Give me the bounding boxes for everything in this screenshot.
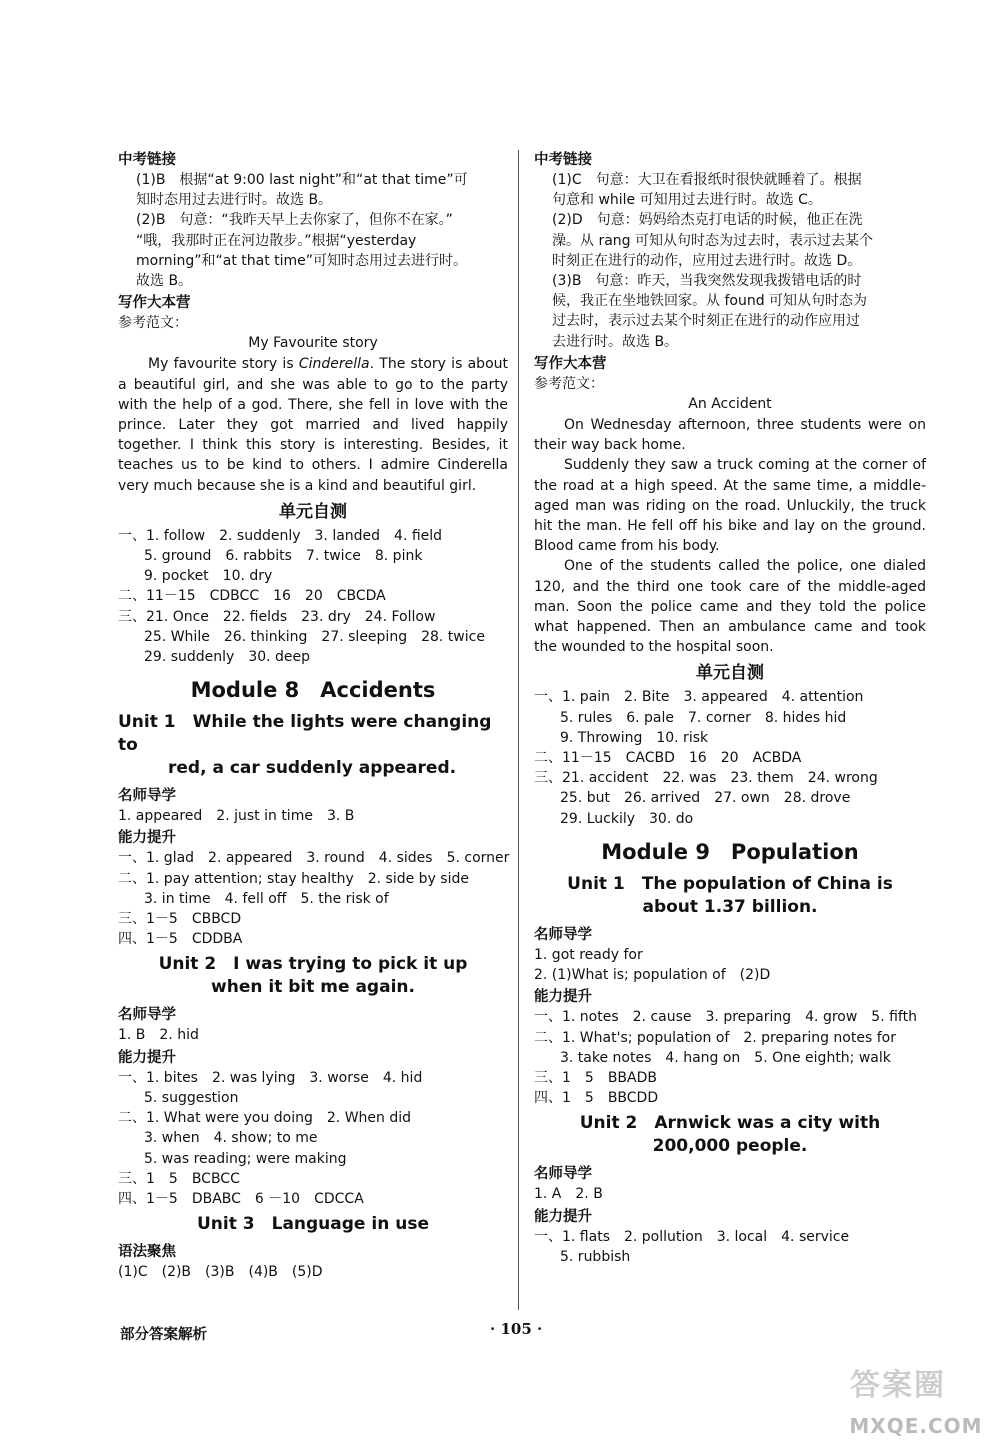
answer-line: 1. got ready for bbox=[534, 946, 643, 963]
unit-title-line: 200,000 people. bbox=[652, 1136, 808, 1157]
answer-line: 候，我正在坐地铁回家。从 found 可知从句时态为 bbox=[552, 293, 868, 310]
zhongkao-heading: 中考链接 bbox=[118, 152, 176, 168]
module-title: Module 8 Accidents bbox=[190, 678, 436, 703]
unit-test-heading: 单元自测 bbox=[279, 501, 347, 522]
answer-line: 5. was reading; were making bbox=[144, 1150, 347, 1167]
essay-text-pre: My favourite story is bbox=[148, 356, 299, 373]
answer-line: 去进行时。故选 B。 bbox=[552, 333, 679, 350]
zhongkao-heading: 中考链接 bbox=[534, 152, 592, 168]
answer-line: 一、1. follow 2. suddenly 3. landed 4. field bbox=[118, 527, 443, 544]
answer-line: 句意和 while 可知用过去进行时。故选 C。 bbox=[552, 192, 822, 209]
mingshi-heading: 名师导学 bbox=[118, 1007, 176, 1024]
unit-title-line: Unit 1 The population of China is bbox=[567, 873, 893, 894]
unit-title-line: Unit 1 While the lights were changing to bbox=[118, 712, 492, 756]
module-title: Module 9 Population bbox=[601, 839, 859, 864]
answer-line: 9. Throwing 10. risk bbox=[560, 729, 709, 746]
unit-test-heading: 单元自测 bbox=[696, 663, 764, 684]
answer-line: morning”和“at that time”可知时态用过去进行时。 bbox=[136, 252, 468, 269]
answer-line: (1)B 根据“at 9:00 last night”和“at that time”可 bbox=[136, 172, 468, 188]
answer-line: 三、1－5 CBBCD bbox=[118, 911, 242, 928]
essay-paragraph bbox=[118, 354, 508, 495]
answer-line: 5. ground 6. rabbits 7. twice 8. pink bbox=[144, 548, 423, 565]
answer-line: 澡。从 rang 可知从句时态为过去时，表示过去某个 bbox=[552, 232, 873, 249]
mingshi-heading: 名师导学 bbox=[118, 788, 176, 805]
answer-line: 9. pocket 10. dry bbox=[144, 568, 273, 585]
essay-title: My Favourite story bbox=[248, 335, 378, 352]
answer-line: 1. B 2. hid bbox=[118, 1027, 199, 1044]
essay-text-italic: Cinderella bbox=[298, 356, 370, 373]
unit-title: Unit 3 Language in use bbox=[197, 1214, 429, 1235]
nengli-heading: 能力提升 bbox=[534, 989, 592, 1006]
answer-line: 29. Luckily 30. do bbox=[560, 810, 694, 827]
answer-line: 时刻正在进行的动作，应用过去进行时。故选 D。 bbox=[552, 252, 862, 269]
mingshi-heading: 名师导学 bbox=[534, 926, 592, 943]
answer-line: 一、1. bites 2. was lying 3. worse 4. hid bbox=[118, 1069, 423, 1086]
unit-title bbox=[534, 873, 926, 919]
answer-line: 二、1. What were you doing 2. When did bbox=[118, 1110, 412, 1127]
essay-paragraph: On Wednesday afternoon, three students were on their way back home. bbox=[534, 417, 926, 454]
answer-line: 2. (1)What is; population of (2)D bbox=[534, 967, 771, 984]
watermark-text: MXQE.COM bbox=[849, 1414, 983, 1438]
sample-label: 参考范文： bbox=[118, 315, 188, 332]
watermark-glyphs: 答案圈 bbox=[850, 1368, 946, 1403]
unit-title-line: Unit 2 I was trying to pick it up bbox=[158, 954, 468, 975]
answer-line: 三、1 5 BCBCC bbox=[118, 1170, 240, 1187]
answer-line: 5. rubbish bbox=[560, 1248, 631, 1265]
answer-line: “哦，我那时正在河边散步。”根据“yesterday bbox=[136, 232, 417, 249]
nengli-heading: 能力提升 bbox=[118, 1049, 176, 1066]
yufa-heading: 语法聚焦 bbox=[118, 1244, 176, 1261]
answer-line: 二、1. What's; population of 2. preparing notes for bbox=[534, 1029, 896, 1046]
column-divider bbox=[518, 150, 519, 1310]
answer-line: 25. but 26. arrived 27. own 28. drove bbox=[560, 790, 851, 807]
unit-title-line: about 1.37 billion. bbox=[642, 896, 818, 917]
answer-line: 25. While 26. thinking 27. sleeping 28. twice bbox=[144, 628, 485, 645]
nengli-heading: 能力提升 bbox=[118, 830, 176, 847]
unit-title-line: red, a car suddenly appeared. bbox=[168, 758, 457, 779]
unit-title-line: Unit 2 Arnwick was a city with bbox=[579, 1113, 881, 1134]
answer-line: (2)B 句意：“我昨天早上去你家了，但你不在家。” bbox=[136, 212, 453, 229]
unit-title bbox=[118, 711, 508, 780]
answer-line: (1)C 句意：大卫在看报纸时很快就睡着了。根据 bbox=[552, 172, 862, 188]
answer-line: 知时态用过去进行时。故选 B。 bbox=[136, 192, 333, 209]
answer-line: 一、1. glad 2. appeared 3. round 4. sides 5. corner bbox=[118, 850, 510, 867]
nengli-heading: 能力提升 bbox=[534, 1208, 592, 1225]
essay-title: An Accident bbox=[688, 396, 772, 413]
writing-heading: 写作大本营 bbox=[534, 355, 607, 372]
answer-line: (2)D 句意：妈妈给杰克打电话的时候，他正在洗 bbox=[552, 212, 863, 229]
unit-title-line: when it bit me again. bbox=[211, 977, 415, 998]
answer-line: 二、11－15 CACBD 16 20 ACBDA bbox=[534, 750, 802, 767]
answer-line: 四、1－5 DBABC 6 －10 CDCCA bbox=[118, 1190, 364, 1207]
answer-line: (1)C (2)B (3)B (4)B (5)D bbox=[118, 1264, 323, 1281]
answer-line: 四、1 5 BBCDD bbox=[534, 1090, 659, 1107]
answer-line: (3)B 句意：昨天，当我突然发现我拨错电话的时 bbox=[552, 273, 862, 290]
writing-heading: 写作大本营 bbox=[118, 295, 191, 312]
answer-line: 过去时，表示过去某个时刻正在进行的动作应用过 bbox=[552, 313, 860, 330]
right-column bbox=[534, 148, 926, 1267]
essay-paragraph: Suddenly they saw a truck coming at the corner of the road at a high speed. At the same time, a middle-aged man was riding on the road. Unluckily, the truck hit the man. He fell off his bike and lay on the ground. Blood came from his body. bbox=[534, 457, 926, 555]
answer-line: 1. A 2. B bbox=[534, 1186, 603, 1203]
answer-line: 一、1. notes 2. cause 3. preparing 4. grow 5. fifth bbox=[534, 1009, 917, 1026]
answer-line: 29. suddenly 30. deep bbox=[144, 649, 311, 666]
answer-line: 3. when 4. show; to me bbox=[144, 1130, 318, 1147]
answer-line: 5. rules 6. pale 7. corner 8. hides hid bbox=[560, 709, 847, 726]
answer-line: 一、1. flats 2. pollution 3. local 4. service bbox=[534, 1228, 850, 1245]
unit-title bbox=[534, 1112, 926, 1158]
watermark-logo bbox=[846, 1358, 986, 1438]
essay-text-post: . The story is about a beautiful girl, and she was able to go to the party with the help of a god. There, she fell in love with the prince. Later they got married and lived happily together. I think this story is interesting. Besides, it teaches us to be kind to others. I admire Cinderella very much because she is a kind and beautiful girl. bbox=[118, 356, 508, 494]
sample-label: 参考范文： bbox=[534, 375, 604, 392]
answer-line: 5. suggestion bbox=[144, 1089, 239, 1106]
answer-line: 三、21. Once 22. fields 23. dry 24. Follow bbox=[118, 608, 436, 625]
answer-line: 三、21. accident 22. was 23. them 24. wrong bbox=[534, 770, 878, 787]
essay-paragraph: One of the students called the police, one dialed 120, and the third one took care of the middle-aged man. Soon the police came and they told the police what happened. Then an ambulance came and took the wounded to the hospital soon. bbox=[534, 558, 926, 656]
answer-line: 1. appeared 2. just in time 3. B bbox=[118, 808, 355, 825]
answer-line: 一、1. pain 2. Bite 3. appeared 4. attention bbox=[534, 689, 864, 706]
answer-line: 故选 B。 bbox=[136, 273, 193, 290]
unit-title bbox=[118, 953, 508, 999]
page-number: · 105 · bbox=[490, 1320, 543, 1338]
mingshi-heading: 名师导学 bbox=[534, 1166, 592, 1183]
answer-line: 二、1. pay attention; stay healthy 2. side by side bbox=[118, 870, 469, 887]
left-column bbox=[118, 148, 508, 1282]
answer-line: 3. take notes 4. hang on 5. One eighth; walk bbox=[560, 1049, 891, 1066]
answer-line: 三、1 5 BBADB bbox=[534, 1069, 657, 1086]
answer-line: 二、11－15 CDBCC 16 20 CBCDA bbox=[118, 588, 386, 605]
answer-line: 3. in time 4. fell off 5. the risk of bbox=[144, 890, 389, 907]
answer-line: 四、1－5 CDDBA bbox=[118, 931, 243, 948]
footer-label: 部分答案解析 bbox=[120, 1327, 207, 1343]
